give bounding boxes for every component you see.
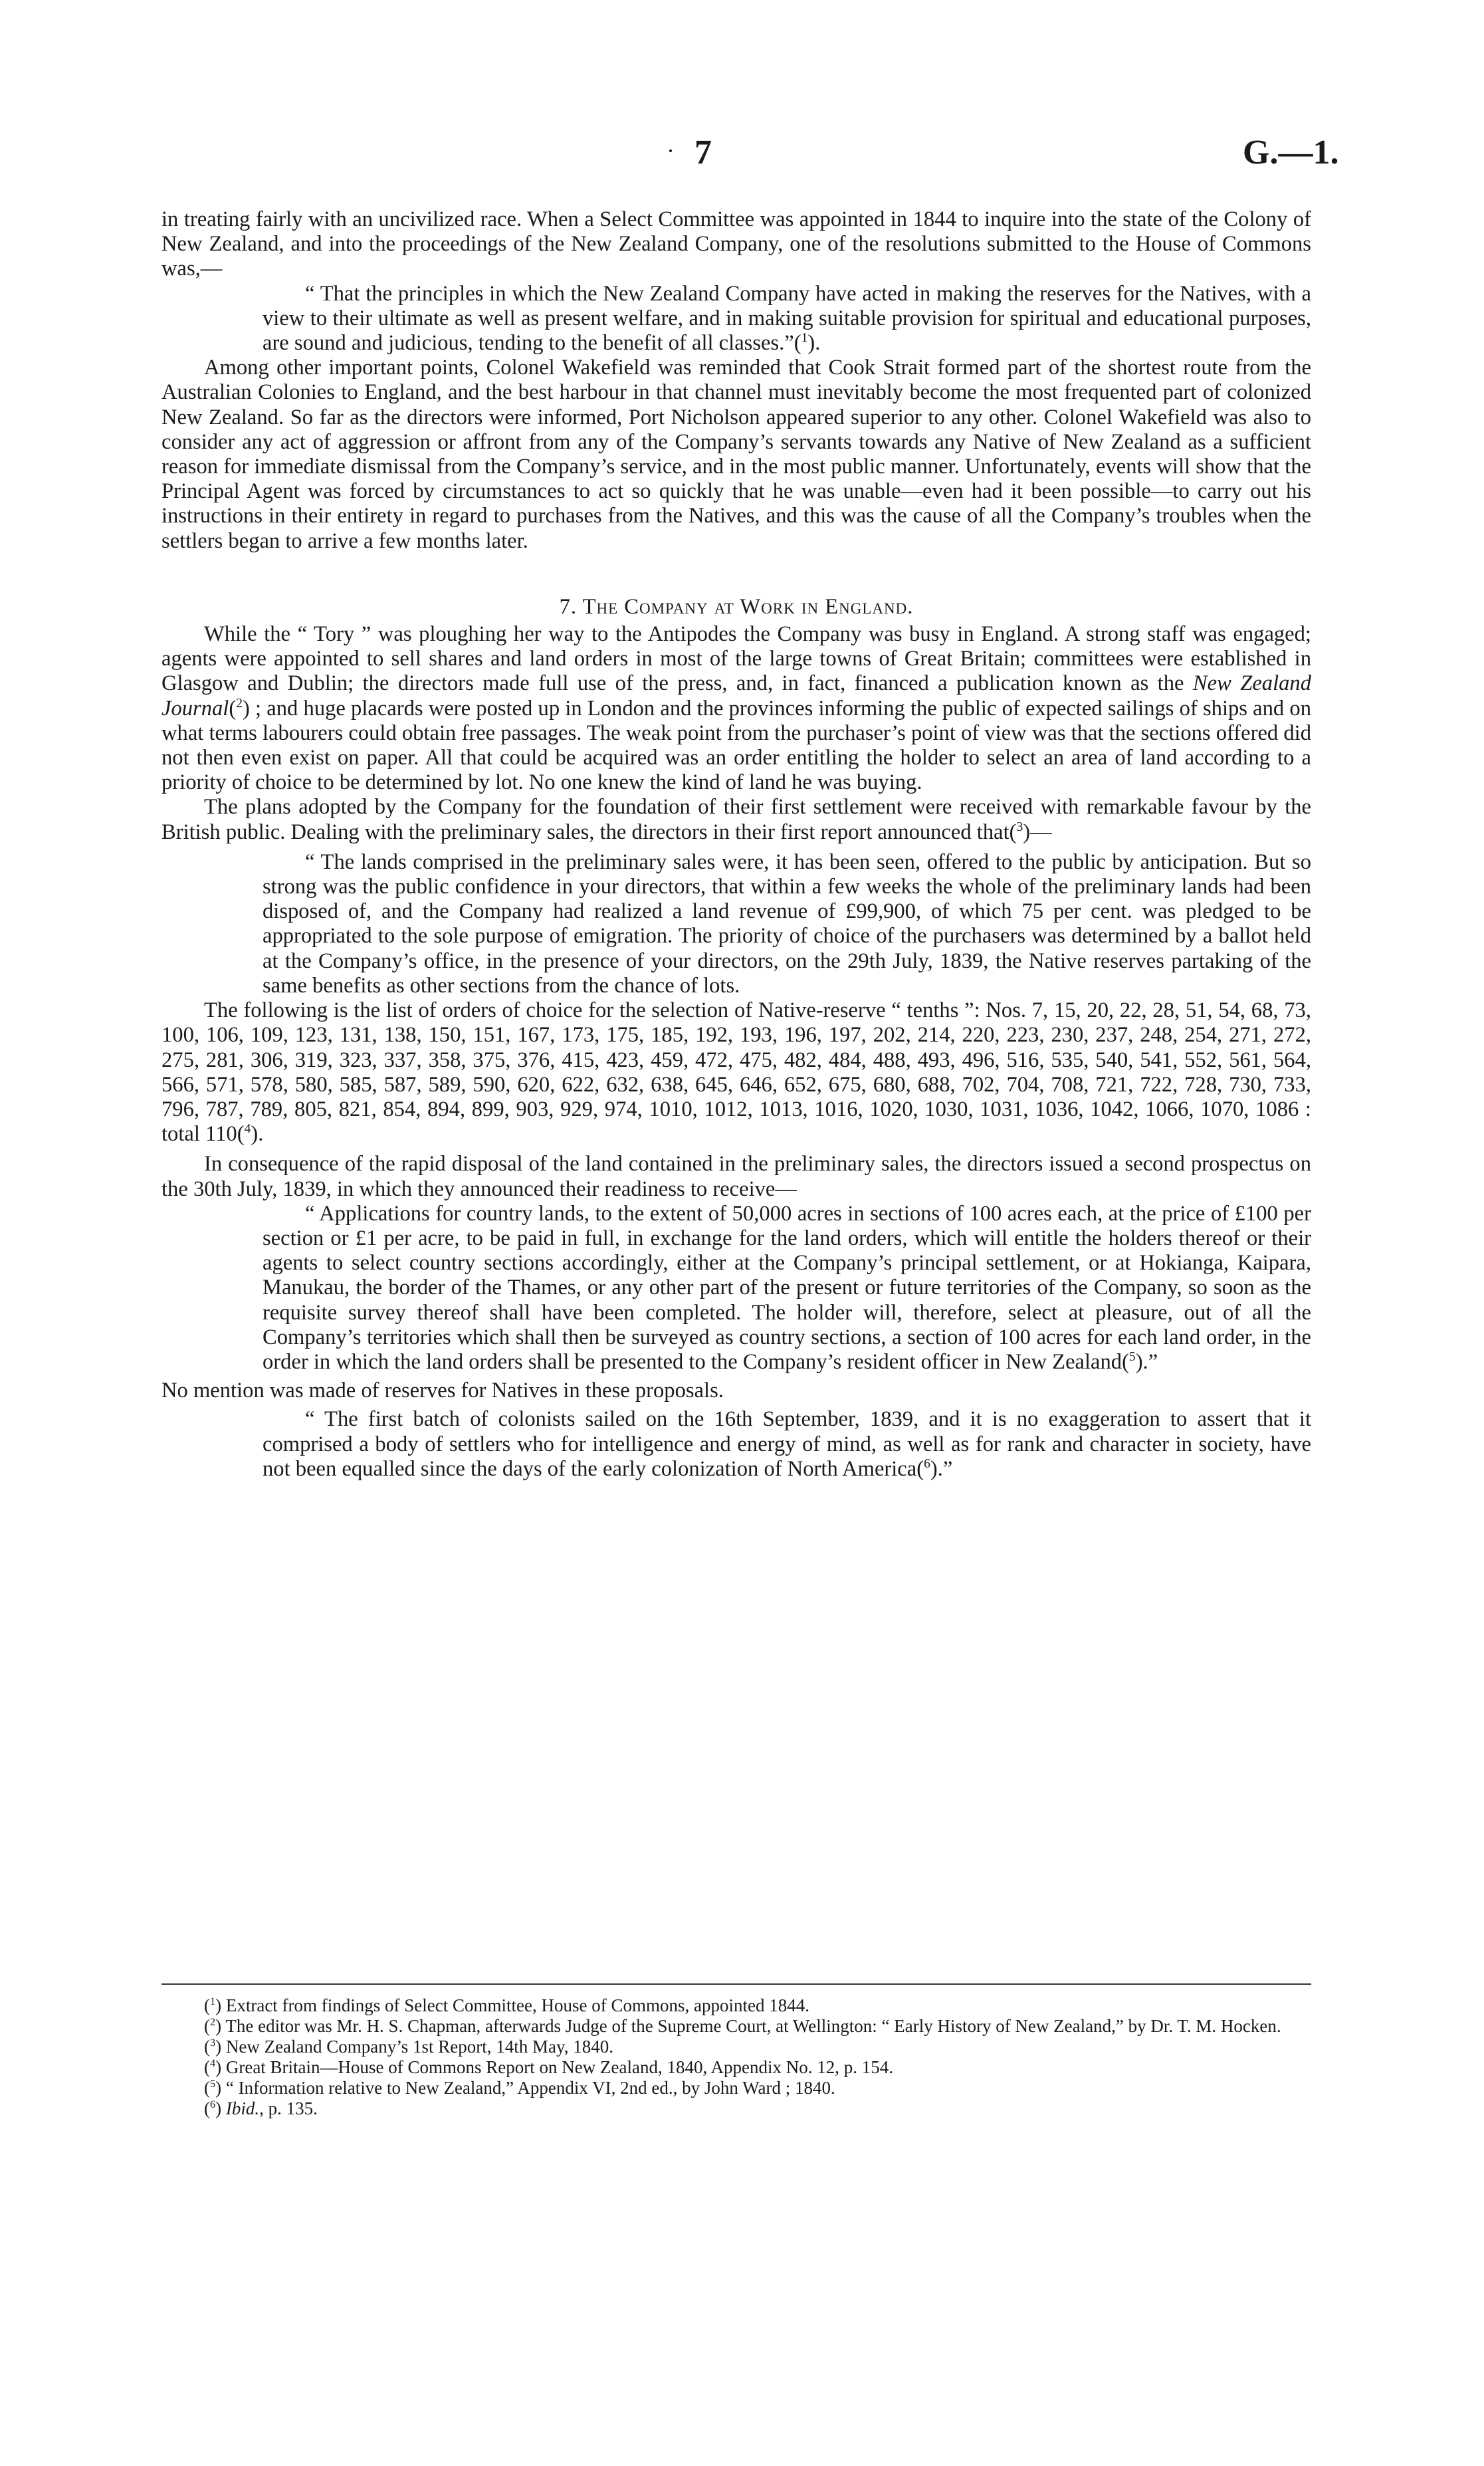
section-heading: 7. The Company at Work in England. [559, 594, 914, 619]
footnote-2: ($^2$) The editor was Mr. H. S. Chapman, afterwards Judge of the Supreme Court, at Wellington: “ Early History of New Zealand,” by Dr. T. M. Hocken. [204, 2016, 1281, 2036]
footnote-ref-3: 3 [1016, 820, 1023, 834]
paragraph-2: Among other important points, Colonel Wakefield was reminded that Cook Strait formed part of the shortest route from the Australian Colonies to England, and the best harbour in that channel must inevitably become the most frequented part of colonized New Zealand. So far as the directors were informed, Port Nicholson appeared superior to any other. Colonel Wakefield was also to consider any act of aggression or affront from any of the Company’s servants towards any Native of New Zealand as a sufficient reason for immediate dismissal from the Company’s service, and in the most public manner. Unfortunately, events will show that the Principal Agent was forced by circumstances to act so quickly that he was unable—even had it been possible—to carry out his instructions in their entirety in regard to purchases from the Natives, and this was the cause of all the Company’s troubles when the settlers began to arrive a few months later. [161, 356, 1311, 553]
footnote-divider [161, 1983, 1311, 1985]
footnote-6: ($^6$) Ibid., p. 135. [204, 2098, 318, 2118]
footnote-ref-2: 2 [236, 696, 243, 711]
footnote-3: ($^3$) New Zealand Company’s 1st Report, 14th May, 1840. [204, 2037, 614, 2057]
footnote-4: ($^4$) Great Britain—House of Commons Report on New Zealand, 1840, Appendix No. 12, p. 154. [204, 2057, 893, 2077]
journal-title: New Zealand Journal [161, 671, 1312, 721]
footnote-1: ($^1$) Extract from findings of Select Committee, House of Commons, appointed 1844. [204, 1995, 809, 2015]
quote-4: “ The first batch of colonists sailed on the 16th September, 1839, and it is no exaggeration to assert that it comprised a body of settlers who for intelligence and energy of mind, as well as for rank and character in society, have not been equalled since the days of the early colonization of North America($^6$).” [263, 1407, 1311, 1481]
footnote-ref-5: 5 [1128, 1350, 1136, 1365]
document-reference: G.—1. [1243, 134, 1339, 171]
footnote-ref-6: 6 [924, 1456, 930, 1471]
page-number: 7 [694, 134, 712, 171]
quote-3: “ Applications for country lands, to the extent of 50,000 acres in sections of 100 acres each, at the price of £100 per section or £1 per acre, to be paid in full, in exchange for the land orders, which will entitle the holders thereof or their agents to select country sections accordingly, either at the Company’s principal settlement, or at Hokianga, Kaipara, Manukau, the border of the Thames, or any other part of the present or future territories of the Company, so soon as the requisite survey thereof shall have been completed. The holder will, therefore, select at pleasure, out of all the Company’s territories which shall then be surveyed as country sections, a section of 100 acres for each land order, in the order in which the land orders shall be presented to the Company’s resident officer in New Zealand($^5$).” [263, 1201, 1311, 1374]
quote-2: “ The lands comprised in the preliminary sales were, it has been seen, offered to the public by anticipation. But so strong was the public confidence in your directors, that within a few weeks the whole of the preliminary lands had been disposed of, and the Company had realized a land revenue of £99,900, of which 75 per cent. was pledged to be appropriated to the sole purpose of emigration. The priority of choice of the purchasers was determined by a ballot held at the Company’s office, in the presence of your directors, on the 29th July, 1839, the Native reserves partaking of the same benefits as other sections from the chance of lots. [263, 849, 1311, 998]
paragraph-6: In consequence of the rapid disposal of the land contained in the preliminary sales, the directors issued a second prospectus on the 30th July, 1839, in which they announced their readiness to receive— [161, 1152, 1311, 1201]
body-text [161, 207, 1311, 1482]
paragraph-4: The plans adopted by the Company for the foundation of their first settlement were received with remarkable favour by the British public. Dealing with the preliminary sales, the directors in their first report announced that($^3$)— [161, 795, 1311, 844]
footnote-5: ($^5$) “ Information relative to New Zealand,” Appendix VI, 2nd ed., by John Ward ; 1840. [204, 2078, 835, 2098]
paragraph-1: in treating fairly with an uncivilized race. When a Select Committee was appointed in 1844 to inquire into the state of the Colony of New Zealand, and into the proceedings of the New Zealand Company, one of the resolutions submitted to the House of Commons was,— [161, 207, 1311, 281]
footnotes [161, 1995, 1311, 2119]
paragraph-7: No mention was made of reserves for Natives in these proposals. [161, 1379, 724, 1403]
quote-1: “ That the principles in which the New Zealand Company have acted in making the reserves for the Natives, with a view to their ultimate as well as present welfare, and in making suitable provision for spiritual and educational purposes, are sound and judicious, tending to the benefit of all classes.”($^1$). [263, 281, 1311, 356]
paragraph-5: The following is the list of orders of choice for the selection of Native-reserve “ tenths ”: Nos. 7, 15, 20, 22, 28, 51, 54, 68, 73, 100, 106, 109, 123, 131, 138, 150, 151, 167, 173, 175, 185, 192, 193, 196, 197, 202, 214, 220, 223, 230, 237, 248, 254, 271, 272, 275, 281, 306, 319, 323, 337, 358, 375, 376, 415, 423, 459, 472, 475, 482, 484, 488, 493, 496, 516, 535, 540, 541, 552, 561, 564, 566, 571, 578, 580, 585, 587, 589, 590, 620, 622, 632, 638, 645, 646, 652, 675, 680, 688, 702, 704, 708, 721, 722, 728, 730, 733, 796, 787, 789, 805, 821, 854, 894, 899, 903, 929, 974, 1010, 1012, 1013, 1016, 1020, 1030, 1031, 1036, 1042, 1066, 1070, 1086 : total 110($^4$). [161, 998, 1311, 1147]
footnote-ref-1: 1 [801, 331, 808, 346]
paragraph-3: While the “ Tory ” was ploughing her way to the Antipodes the Company was busy in England. A strong staff was engaged; agents were appointed to sell shares and land orders in most of the large towns of Great Britain; committees were established in Glasgow and Dublin; the directors made full use of the press, and, in fact, financed a publication known as the New Zealand Journal($^2$) ; and huge placards were posted up in London and the provinces informing the public of expected sailings of ships and on what terms labourers could obtain free passages. The weak point from the purchaser’s point of view was that the sections offered did not then even exist on paper. All that could be acquired was an order entitling the holder to select an area of land according to a priority of choice to be determined by lot. No one knew the kind of land he was buying. [161, 622, 1312, 795]
footnote-ref-4: 4 [244, 1122, 251, 1137]
header-dot: · [667, 138, 675, 164]
